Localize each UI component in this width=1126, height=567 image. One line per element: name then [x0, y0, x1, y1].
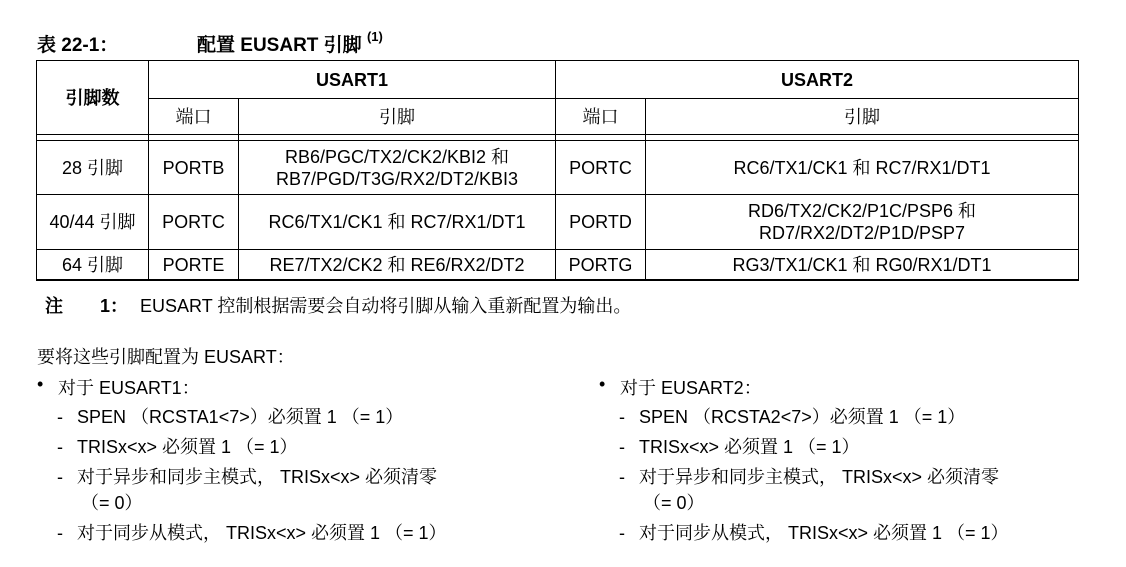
port-header: 端口	[149, 99, 239, 135]
eusart1-column	[37, 374, 447, 546]
pin-cell: RD6/TX2/CK2/P1C/PSP6 和 RD7/RX2/DT2/P1D/PSP7	[646, 195, 1079, 250]
pin-count-cell: 28 引脚	[37, 141, 149, 195]
table-row	[37, 141, 1079, 195]
pin-count-cell: 40/44 引脚	[37, 195, 149, 250]
footnote-ref: (1)	[366, 28, 383, 44]
port-cell: PORTC	[149, 195, 239, 250]
table-header-row	[37, 61, 1079, 99]
port-cell: PORTD	[556, 195, 646, 250]
note-label: 注	[45, 296, 63, 316]
eusart2-heading: • 对于 EUSART2：	[599, 374, 762, 398]
list-item: - SPEN （RCSTA1<7>）必须置 1 （= 1）	[57, 407, 404, 427]
usart1-header: USART1	[149, 61, 556, 99]
note-number: 1：	[100, 296, 129, 316]
bullet-icon: •	[37, 374, 44, 394]
pin-count-cell: 64 引脚	[37, 250, 149, 281]
clipped-previous-line	[36, 0, 476, 4]
pin-cell: RE7/TX2/CK2 和 RE6/RX2/DT2	[239, 250, 556, 281]
list-item: - SPEN （RCSTA2<7>）必须置 1 （= 1）	[619, 407, 966, 427]
eusart1-list	[37, 404, 447, 546]
table-caption	[37, 30, 383, 57]
list-item: - 对于异步和同步主模式， TRISx<x> 必须清零 （= 0）	[57, 467, 438, 513]
list-item: - 对于同步从模式， TRISx<x> 必须置 1 （= 1）	[619, 523, 1009, 543]
table-title: 配置 EUSART 引脚	[197, 35, 362, 56]
port-header: 端口	[556, 99, 646, 135]
table-row	[37, 195, 1079, 250]
pin-cell: RC6/TX1/CK1 和 RC7/RX1/DT1	[646, 141, 1079, 195]
note-text: EUSART 控制根据需要会自动将引脚从输入重新配置为输出。	[140, 296, 632, 316]
eusart2-column	[599, 374, 1009, 546]
list-item: - 对于异步和同步主模式， TRISx<x> 必须清零 （= 0）	[619, 467, 1000, 513]
port-cell: PORTC	[556, 141, 646, 195]
intro-text: 要将这些引脚配置为 EUSART：	[37, 347, 295, 367]
port-cell: PORTE	[149, 250, 239, 281]
port-cell: PORTG	[556, 250, 646, 281]
pin-cell: RB6/PGC/TX2/CK2/KBI2 和 RB7/PGD/T3G/RX2/DT2/KBI3	[239, 141, 556, 195]
pin-count-header: 引脚数	[37, 61, 149, 135]
list-item: - TRISx<x> 必须置 1 （= 1）	[619, 437, 860, 457]
pin-header: 引脚	[239, 99, 556, 135]
table-subheader-row	[37, 99, 1079, 135]
table-note	[45, 292, 631, 318]
port-cell: PORTB	[149, 141, 239, 195]
eusart1-heading: • 对于 EUSART1：	[37, 374, 200, 398]
bullet-icon: •	[599, 374, 606, 394]
pin-header: 引脚	[646, 99, 1079, 135]
table-number: 表 22-1：	[37, 35, 119, 56]
eusart-pin-table	[36, 60, 1079, 281]
list-item: - TRISx<x> 必须置 1 （= 1）	[57, 437, 298, 457]
pin-cell: RG3/TX1/CK1 和 RG0/RX1/DT1	[646, 250, 1079, 281]
usart2-header: USART2	[556, 61, 1079, 99]
eusart2-list	[599, 404, 1009, 546]
table-row	[37, 250, 1079, 281]
pin-cell: RC6/TX1/CK1 和 RC7/RX1/DT1	[239, 195, 556, 250]
list-item: - 对于同步从模式， TRISx<x> 必须置 1 （= 1）	[57, 523, 447, 543]
